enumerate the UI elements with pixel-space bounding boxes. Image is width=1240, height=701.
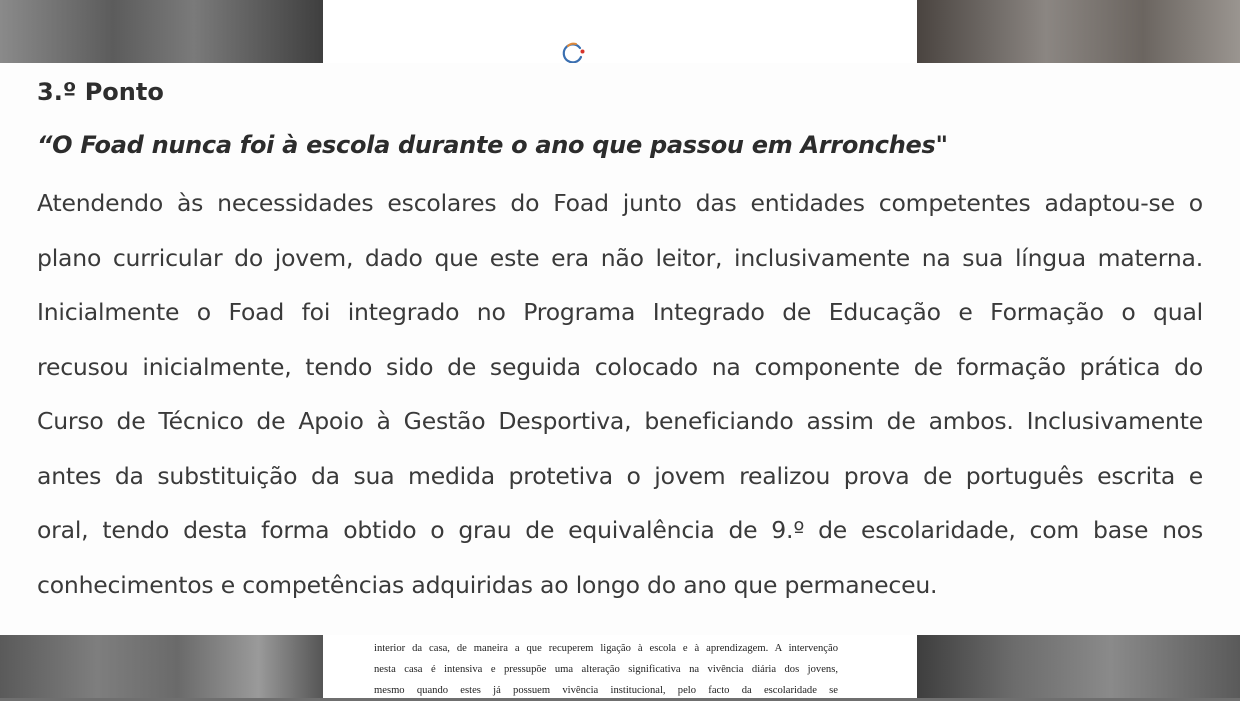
excerpt-line: conhecimentos e competências adquiridas ao longo do ano que permaneceu. [37, 570, 938, 599]
excerpt-line: Atendendo às necessidades escolares do Foad junto das entidades competentes adaptou-se o [37, 189, 1203, 217]
document-line: nesta casa é intensiva e pressupõe uma alteração significativa na vivência diária dos jovens, [374, 664, 838, 675]
background-photo-bottom-right [917, 635, 1240, 698]
excerpt-line: oral, tendo desta forma obtido o grau de equivalência de 9.º de escolaridade, com base nos [37, 516, 1203, 544]
document-line: interior da casa, de maneira a que recuperem ligação à escola e à aprendizagem. A intervenção [374, 643, 838, 654]
excerpt-line: antes da substituição da sua medida protetiva o jovem realizou prova de português escrita e [37, 461, 1203, 490]
excerpt-line: recusou inicialmente, tendo sido de seguida colocado na componente de formação prática do [37, 352, 1203, 381]
excerpt-heading: 3.º Ponto [37, 78, 164, 106]
zoomed-excerpt [0, 63, 1240, 635]
excerpt-line: Curso de Técnico de Apoio à Gestão Desportiva, beneficiando assim de ambos. Inclusivamente [37, 407, 1203, 435]
excerpt-line: plano curricular do jovem, dado que este era não leitor, inclusivamente na sua língua materna. [37, 243, 1203, 272]
document-page-text [374, 638, 838, 701]
background-photo-bottom-left [0, 635, 323, 698]
document-line: mesmo quando estes já possuem vivência institucional, pelo facto da escolaridade se [374, 685, 838, 696]
background-photo-top-right [917, 0, 1240, 63]
background-photo-top-left [0, 0, 323, 63]
excerpt-body [37, 184, 1203, 620]
excerpt-line: Inicialmente o Foad foi integrado no Programa Integrado de Educação e Formação o qual [37, 298, 1203, 326]
excerpt-quote: “O Foad nunca foi à escola durante o ano que passou em Arronches" [37, 131, 948, 159]
